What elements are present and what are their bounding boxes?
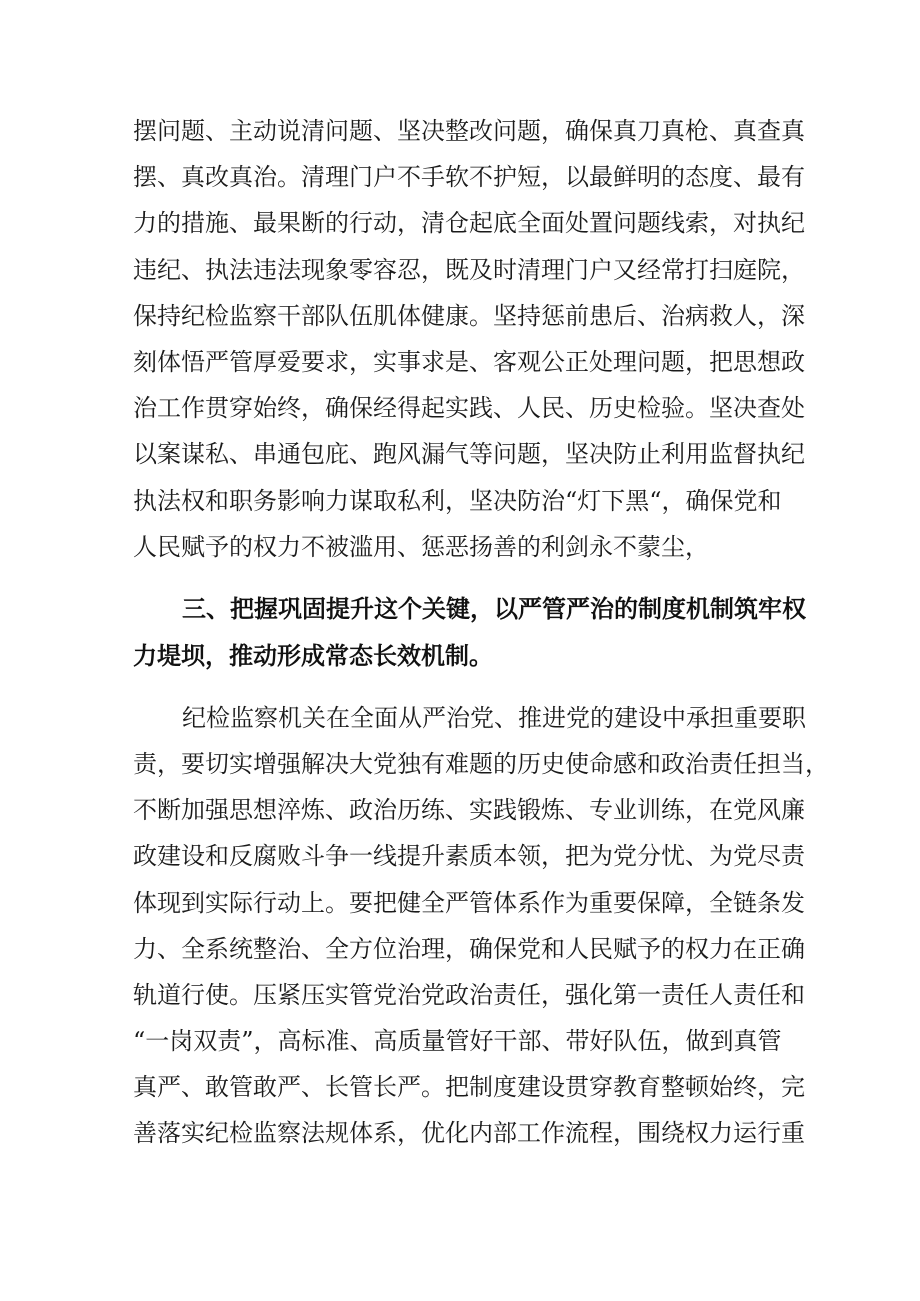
body-text-line: 治工作贯穿始终，确保经得起实践、人民、历史检验。坚决查处: [133, 394, 805, 422]
body-text-line: 保持纪检监察干部队伍肌体健康。坚持惩前患后、治病救人，深: [133, 302, 805, 330]
body-text-line: 摆问题、主动说清问题、坚决整改问题，确保真刀真枪、真查真: [133, 117, 805, 145]
body-text-line: “一岗双责”，高标准、高质量管好干部、带好队伍，做到真管: [133, 1027, 782, 1055]
body-text-line: 政建设和反腐败斗争一线提升素质本领，把为党分忧、为党尽责: [133, 842, 805, 870]
body-text-line: 力、全系统整治、全方位治理，确保党和人民赋予的权力在正确: [133, 935, 805, 963]
body-text-line: 纪检监察机关在全面从严治党、推进党的建设中承担重要职: [182, 704, 806, 732]
body-text-line: 真严、敢管敢严、长管长严。把制度建设贯穿教育整顿始终，完: [133, 1073, 805, 1101]
body-text-line: 轨道行使。压紧压实管党治党政治责任，强化第一责任人责任和: [133, 981, 805, 1009]
section-heading-line: 三、把握巩固提升这个关键，以严管严治的制度机制筑牢权: [182, 595, 806, 623]
body-text-line: 人民赋予的权力不被滥用、惩恶扬善的利剑永不蒙尘，: [133, 533, 709, 561]
body-text-line: 善落实纪检监察法规体系，优化内部工作流程，围绕权力运行重: [133, 1119, 805, 1147]
section-heading-line: 力堤坝，推动形成常态长效机制。: [133, 642, 493, 670]
body-text-line: 体现到实际行动上。要把健全严管体系作为重要保障，全链条发: [133, 889, 805, 917]
body-text-line: 刻体悟严管厚爱要求，实事求是、客观公正处理问题，把思想政: [133, 348, 805, 376]
body-text-line: 责，要切实增强解决大党独有难题的历史使命感和政治责任担当，: [133, 750, 829, 778]
body-text-line: 摆、真改真治。清理门户不手软不护短，以最鲜明的态度、最有: [133, 163, 805, 191]
body-text-line: 不断加强思想淬炼、政治历练、实践锻炼、专业训练，在党风廉: [133, 796, 805, 824]
body-text-line: 以案谋私、串通包庇、跑风漏气等问题，坚决防止利用监督执纪: [133, 440, 805, 468]
body-text-line: 违纪、执法违法现象零容忍，既及时清理门户又经常打扫庭院，: [133, 256, 805, 284]
body-text-line: 执法权和职务影响力谋取私利，坚决防治“灯下黑“，确保党和: [133, 487, 782, 515]
body-text-line: 力的措施、最果断的行动，清仓起底全面处置问题线索，对执纪: [133, 209, 805, 237]
